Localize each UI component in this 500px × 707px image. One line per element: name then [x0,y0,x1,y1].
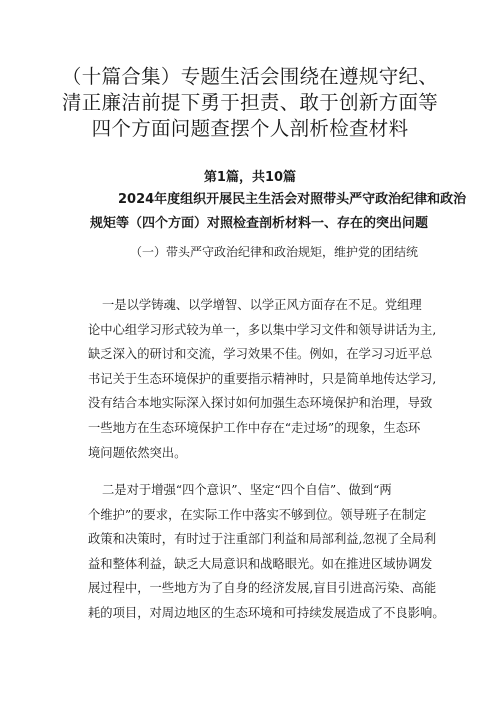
paragraph-line: 书记关于生态环境保护的重要指示精神时，只是简单地传达学习, [88,371,437,386]
document-title [60,64,440,142]
title-line: 清正廉洁前提下勇于担责、敢于创新方面等 [61,91,439,114]
sub-heading-line: 规矩等（四个方面）对照检查剖析材料一、存在的突出问题 [90,216,429,231]
sub-heading-line: 2024年度组织开展民主生活会对照带头严守政治纪律和政治 [118,192,467,207]
paragraph-line: 耗的项目，对周边地区的生态环境和可持续发展造成了不良影响。 [88,605,445,620]
paragraph-line: 一些地方在生态环境保护工作中存在“走过场”的现象，生态环 [88,420,421,435]
sub-heading [90,188,467,236]
paragraph-1 [88,293,438,465]
section-heading: （一）带头严守政治纪律和政治规矩，维护党的团结统 [130,245,419,259]
paragraph-line: 益和整体利益，缺乏大局意识和战略眼光。如在推进区域协调发 [88,556,433,571]
paragraph-line: 个维护”的要求，在实际工作中落实不够到位。领导班子在制定 [88,507,427,522]
part-label: 第1篇，共10篇 [203,170,297,185]
paragraph-line: 展过程中，一些地方为了自身的经济发展,盲目引进高污染、高能 [88,581,437,596]
paragraph-line: 境问题依然突出。 [88,445,187,460]
paragraph-line: 缺乏深入的研讨和交流，学习效果不佳。例如，在学习习近平总 [88,347,433,362]
paragraph-line: 政策和决策时，有时过于注重部门利益和局部利益,忽视了全局利 [88,532,437,547]
paragraph-line: 没有结合本地实际深入探讨如何加强生态环境保护和治理，导致 [88,396,433,411]
paragraph-2 [88,478,445,626]
paragraph-line: 二是对于增强“四个意识”、坚定“四个自信”、做到“两 [102,483,392,497]
title-line: （十篇合集）专题生活会围绕在遵规守纪、 [61,65,439,88]
title-line: 四个方面问题查摆个人剖析检查材料 [91,117,409,140]
paragraph-line: 一是以学铸魂、以学增智、以学正风方面存在不足。党组理 [102,298,422,312]
paragraph-line: 论中心组学习形式较为单一，多以集中学习文件和领导讲话为主, [88,322,437,337]
